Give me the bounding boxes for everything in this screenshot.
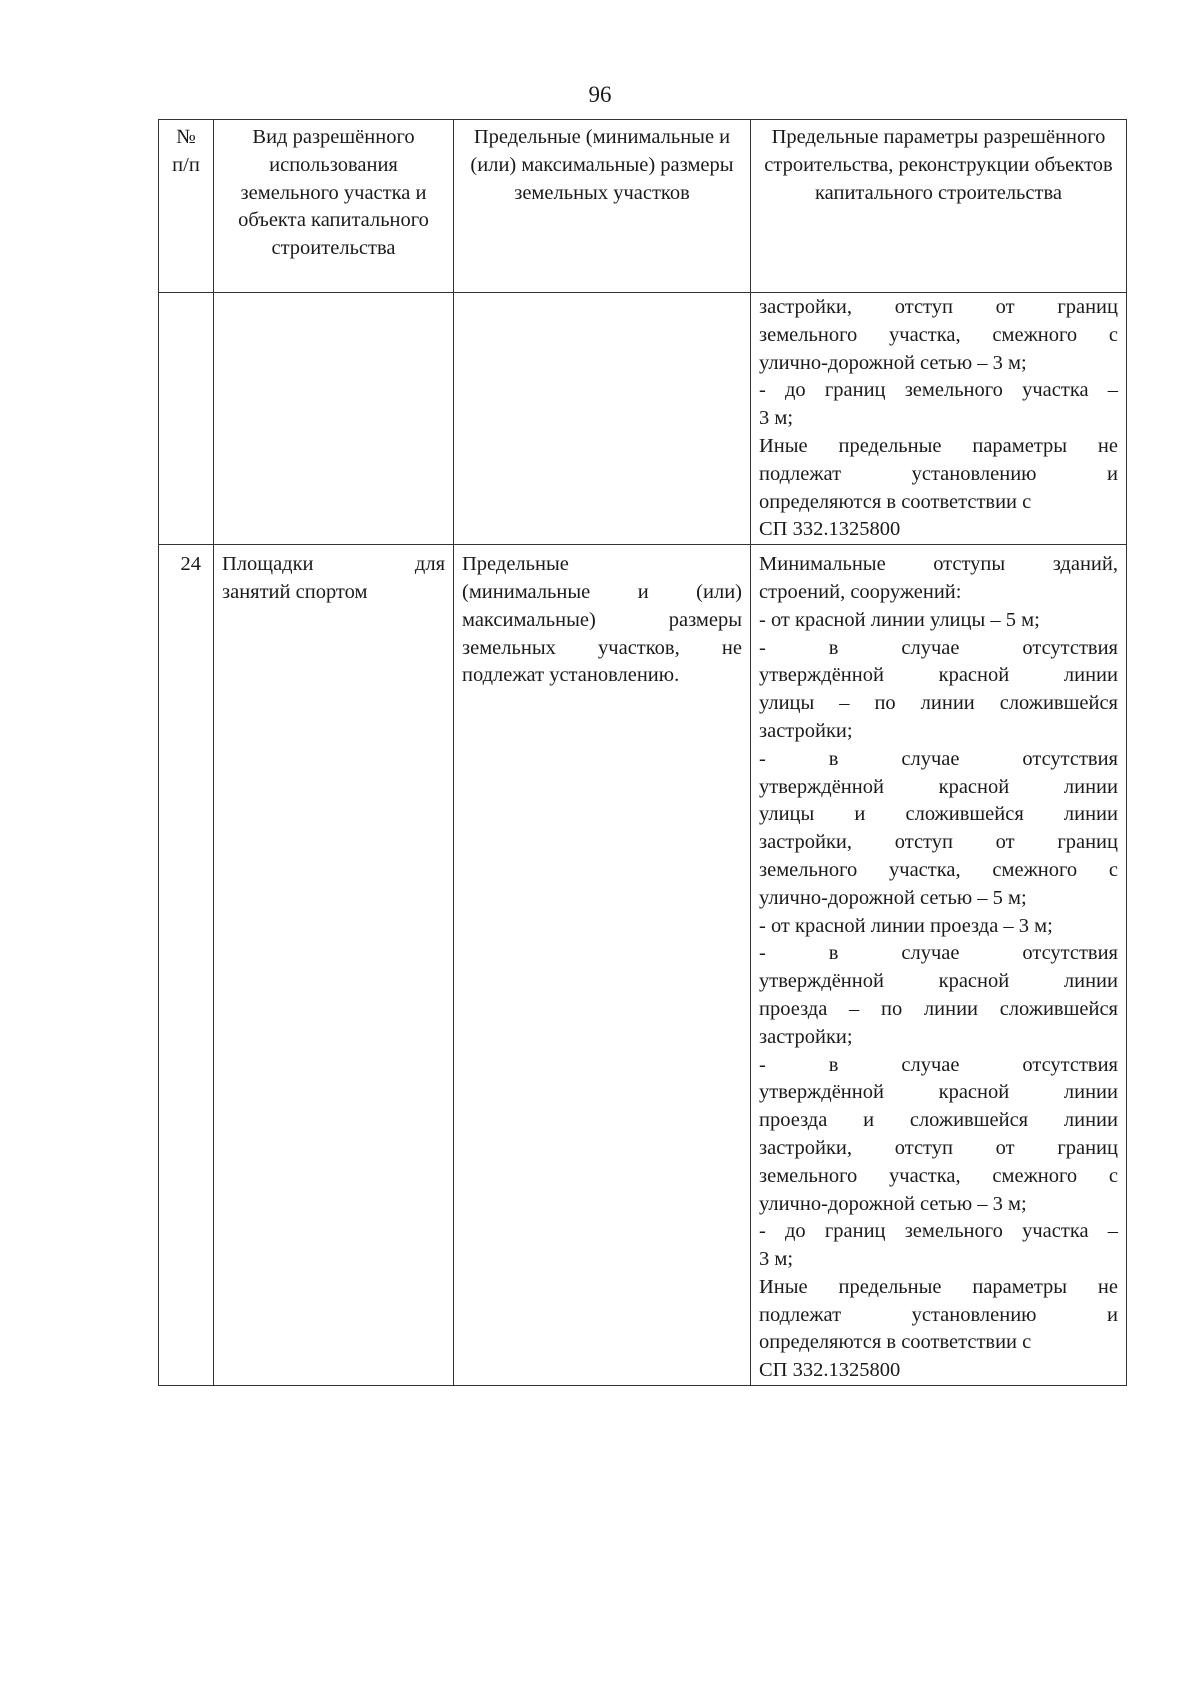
header-params-text: Предельные параметры разрешённого строительства, реконструкции объектов капитального строительства — [764, 126, 1113, 204]
header-num-text: № п/п — [172, 126, 200, 176]
text-line: улицы и сложившейся линии — [759, 803, 1118, 826]
land-use-table — [158, 119, 1127, 1386]
text-line: Иные предельные параметры не — [759, 1275, 1118, 1298]
text-line: определяются в соответствии с — [759, 1331, 1032, 1354]
text-line: 3 м; — [759, 407, 794, 430]
table-header-row — [159, 120, 1127, 293]
text-line: улично-дорожной сетью – 3 м; — [759, 351, 1027, 374]
row-params-text — [751, 545, 1126, 1385]
text-line: определяются в соответствии с — [759, 490, 1032, 513]
text-line: СП 332.1325800 — [759, 1359, 901, 1382]
text-line: - до границ земельного участка – — [759, 1220, 1118, 1243]
text-line: утверждённой красной линии — [759, 1081, 1118, 1104]
table-row — [159, 545, 1127, 1386]
text-line: застройки; — [759, 719, 853, 742]
text-line: застройки, отступ от границ — [759, 831, 1118, 854]
row-use-type-text — [214, 545, 453, 607]
header-sizes-text: Предельные (минимальные и (или) максимальные) размеры земельных участков — [470, 126, 734, 204]
text-line: застройки; — [759, 1025, 853, 1048]
header-sizes — [454, 120, 751, 293]
text-line: - в случае отсутствия — [759, 747, 1118, 770]
text-line: - от красной линии улицы – 5 м; — [759, 608, 1040, 631]
text-line: земельного участка, смежного с — [759, 1164, 1118, 1187]
text-line: - в случае отсутствия — [759, 942, 1118, 965]
text-line: подлежат установлению и — [759, 1303, 1118, 1326]
cont-sizes-cell — [454, 293, 751, 545]
text-line: улично-дорожной сетью – 5 м; — [759, 886, 1027, 909]
cont-use-type-cell — [214, 293, 454, 545]
cont-num-cell — [159, 293, 214, 545]
text-line: - в случае отсутствия — [759, 636, 1118, 659]
text-line: улицы – по линии сложившейся — [759, 692, 1118, 715]
row-sizes-text — [454, 545, 750, 690]
text-line: Минимальные отступы зданий, — [759, 553, 1118, 576]
page-number: 96 — [588, 82, 612, 107]
text-line: земельных участков, не — [462, 636, 742, 659]
text-line: утверждённой красной линии — [759, 664, 1118, 687]
text-line: земельного участка, смежного с — [759, 323, 1118, 346]
text-line: земельного участка, смежного с — [759, 858, 1118, 881]
row-params-cell — [751, 545, 1127, 1386]
row-num-cell — [159, 545, 214, 1386]
text-line: занятий спортом — [222, 580, 368, 603]
text-line: Иные предельные параметры не — [759, 434, 1118, 457]
table-row-continuation — [159, 293, 1127, 545]
text-line: утверждённой красной линии — [759, 775, 1118, 798]
text-line: проезда – по линии сложившейся — [759, 997, 1118, 1020]
header-use-type — [214, 120, 454, 293]
header-params — [751, 120, 1127, 293]
text-line: СП 332.1325800 — [759, 518, 901, 541]
text-line: (минимальные и (или) — [462, 580, 742, 603]
text-line: проезда и сложившейся линии — [759, 1109, 1118, 1132]
text-line: - в случае отсутствия — [759, 1053, 1118, 1076]
text-line: Предельные — [462, 553, 569, 576]
header-num — [159, 120, 214, 293]
text-line: утверждённой красной линии — [759, 970, 1118, 993]
text-line: застройки, отступ от границ — [759, 296, 1118, 318]
text-line: улично-дорожной сетью – 3 м; — [759, 1192, 1027, 1215]
text-line: застройки, отступ от границ — [759, 1136, 1118, 1159]
text-line: максимальные) размеры — [462, 608, 742, 631]
row-use-type-cell — [214, 545, 454, 1386]
row-sizes-cell — [454, 545, 751, 1386]
text-line: строений, сооружений: — [759, 580, 962, 603]
text-line: - до границ земельного участка – — [759, 379, 1118, 402]
cont-params-cell — [751, 293, 1127, 545]
cont-params-text — [751, 293, 1126, 544]
header-use-type-text: Вид разрешённого использования земельного участка и объекта капитального строительства — [238, 126, 429, 260]
text-line: подлежат установлению и — [759, 462, 1118, 485]
text-line: - от красной линии проезда – 3 м; — [759, 914, 1053, 937]
text-line: 3 м; — [759, 1248, 794, 1271]
text-line: подлежат установлению. — [462, 664, 680, 687]
text-line: Площадки для — [222, 553, 445, 576]
row-num: 24 — [180, 553, 201, 576]
